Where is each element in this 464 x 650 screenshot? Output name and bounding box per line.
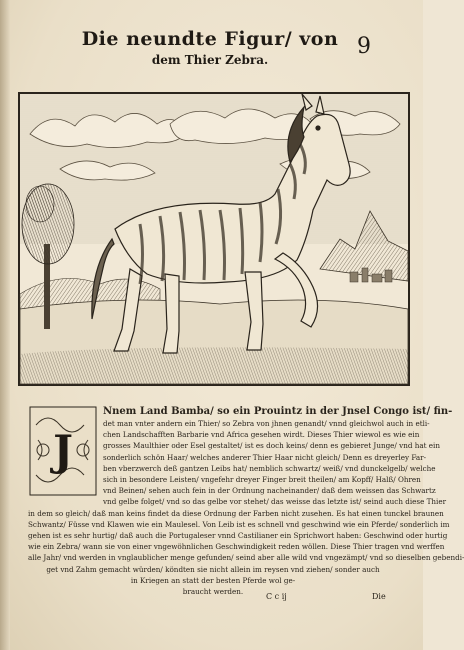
description-text [28,405,464,597]
initial-ornament [28,405,98,497]
text-line: wie ein Zebra/ wann sie von einer vngewöhnlichen Geschwindigkeit reden wöllen. Diese Thier tragen vnd werffen [28,542,445,552]
page-heading [40,28,380,67]
text-line: vnd Beinen/ sehen auch fein in der Ordnung nacheinander/ daß dem weissen das Schwartz [103,486,436,496]
signature-mark: C c ij [266,592,287,601]
catchword: Die [372,592,386,601]
text-line: alle Jahr/ vnd werden in vnglaublicher menge gefunden/ seind aber alle wild vnd vngezämpt/ vnd so dieselben gebendi- [28,553,464,563]
text-line: braucht werden. [182,587,244,597]
page-title: Die neundte Figur/ von [81,28,339,50]
decorated-initial [28,405,98,497]
text-line: gehen ist es sehr hurtig/ daß auch die Portugaleser vnnd Castilianer ein Sprichwort haben: Geschwind oder hurtig [28,531,448,541]
text-line: in dem so gleich/ daß man keins findet da diese Ordnung der Farben nicht zusehen. Es hat einen tunckel braunen [28,508,444,518]
text-line: Nnem Land Bamba/ so ein Prouintz in der Jnsel Congo ist/ fin- [103,406,453,417]
text-line: get vnd Zahm gemacht würden/ köndten sie nicht allein im reysen vnd ziehen/ sonder auch [46,564,380,574]
page-gutter [0,0,10,650]
text-line: Schwantz/ Füsse vnd Klawen wie ein Maulesel. Von Leib ist es schnell vnd geschwind wie ein Pferde/ sonderlich im [28,519,450,529]
foreground-shade [20,347,408,384]
zebra-engraving [18,92,410,386]
engraving-svg [20,94,408,384]
page-number: 9 [357,34,371,59]
text-line: vnd gelbe folget/ vnd so das gelbe vor stehet/ das weisse das letzte ist/ seind auch diese Thier [103,497,447,507]
page-subtitle: dem Thier Zebra. [151,53,269,67]
text-line: sich in besondere Leisten/ vngefehr dreyer Finger breit theilen/ am Kopff/ Halß/ Ohren [103,475,421,485]
initial-letter: J [53,426,73,475]
text-line: det man vnter andern ein Thier/ so Zebra von jhnen genandt/ vnnd gleichwol auch in etli- [103,419,430,428]
text-line: chen Landschafften Barbarie vnd Africa gesehen wirdt. Dieses Thier wiewol es wie ein [103,430,420,440]
text-line: sonderlich schön Haar/ welches anderer Thier Haar nicht gleich/ Denn es dreyerley Far- [103,452,426,462]
text-line: in Kriegen an statt der besten Pferde wol ge- [130,575,296,585]
text-line: grosses Maulthier oder Esel gestaltet/ ist es doch keins/ denn es gebieret Junge/ vnd hat ein [103,441,440,451]
text-line: ben vberzwerch deß gantzen Leibs hat/ nemblich schwartz/ weiß/ vnd dunckelgelb/ welche [103,463,436,473]
